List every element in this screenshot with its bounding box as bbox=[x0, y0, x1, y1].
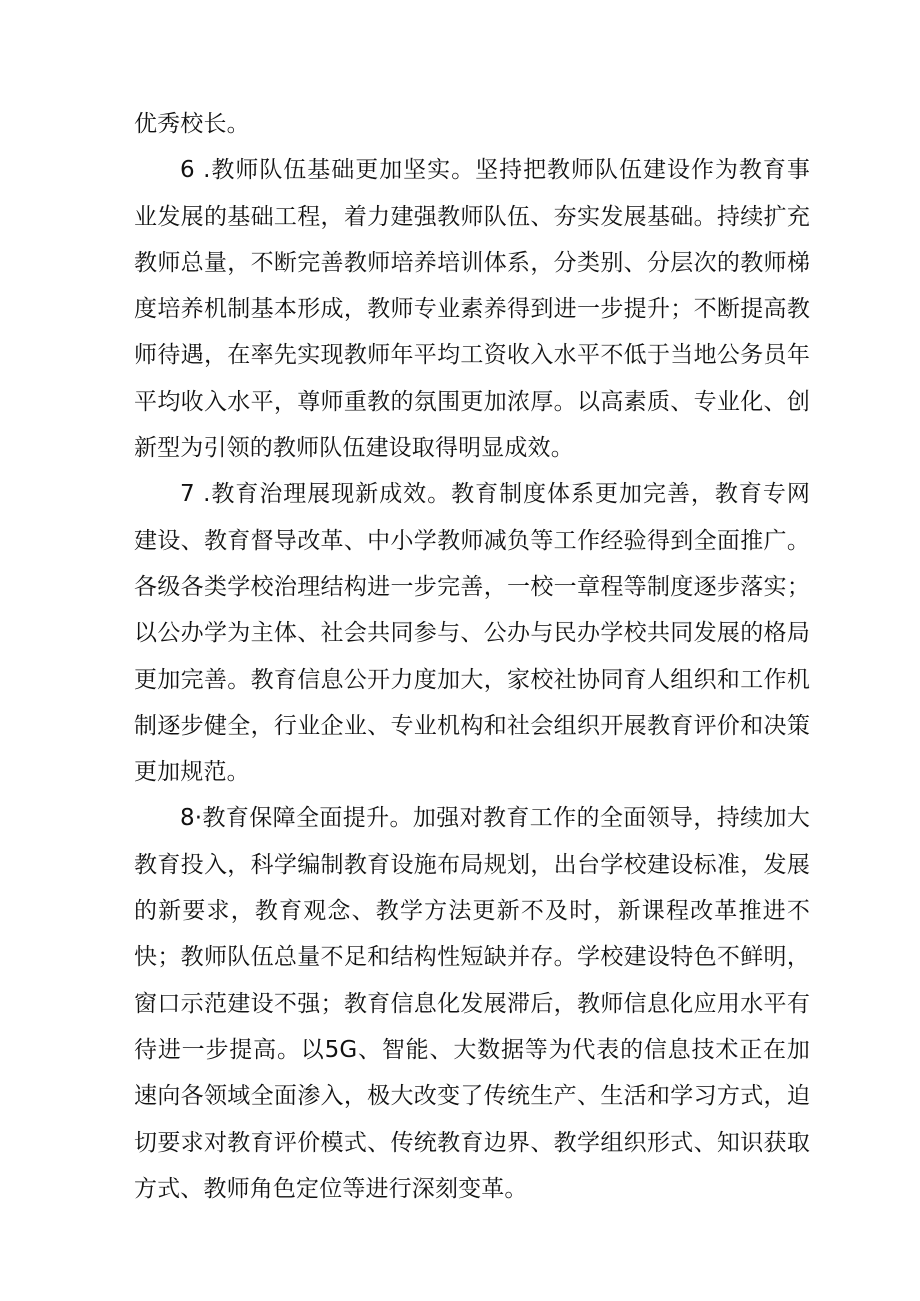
paragraph-education-support: 8·教育保障全面提升。加强对教育工作的全面领导，持续加大教育投入，科学编制教育设施布局规划，出台学校建设标准，发展的新要求，教育观念、教学方法更新不及时，新课程改革推进不快；教师队伍总量不足和结构性短缺并存。学校建设特色不鲜明，窗口示范建设不强；教育信息化发展滞后，教师信息化应用水平有待进一步提高。以5G、智能、大数据等为代表的信息技术正在加速向各领域全面渗入，极大改变了传统生产、生活和学习方式，迫切要求对教育评价模式、传统教育边界、教学组织形式、知识获取方式、教师角色定位等进行深刻变革。 bbox=[134, 805, 810, 1202]
paragraph-education-governance: 7 .教育治理展现新成效。教育制度体系更加完善，教育专网建设、教育督导改革、中小学教师减负等工作经验得到全面推广。各级各类学校治理结构进一步完善，一校一章程等制度逐步落实；以公办学为主体、社会共同参与、公办与民办学校共同发展的格局更加完善。教育信息公开力度加大，家校社协同育人组织和工作机制逐步健全，行业企业、专业机构和社会组织开展教育评价和决策更加规范。 bbox=[134, 481, 810, 786]
paragraph-continuation: 优秀校长。 bbox=[134, 111, 250, 137]
paragraph-teacher-team: 6 .教师队伍基础更加坚实。坚持把教师队伍建设作为教育事业发展的基础工程，着力建强教师队伍、夯实发展基础。持续扩充教师总量，不断完善教师培养培训体系，分类别、分层次的教师梯度培养机制基本形成，教师专业素养得到进一步提升；不断提高教师待遇，在率先实现教师年平均工资收入水平不低于当地公务员年平均收入水平，尊师重教的氛围更加浓厚。以高素质、专业化、创新型为引领的教师队伍建设取得明显成效。 bbox=[134, 157, 810, 462]
